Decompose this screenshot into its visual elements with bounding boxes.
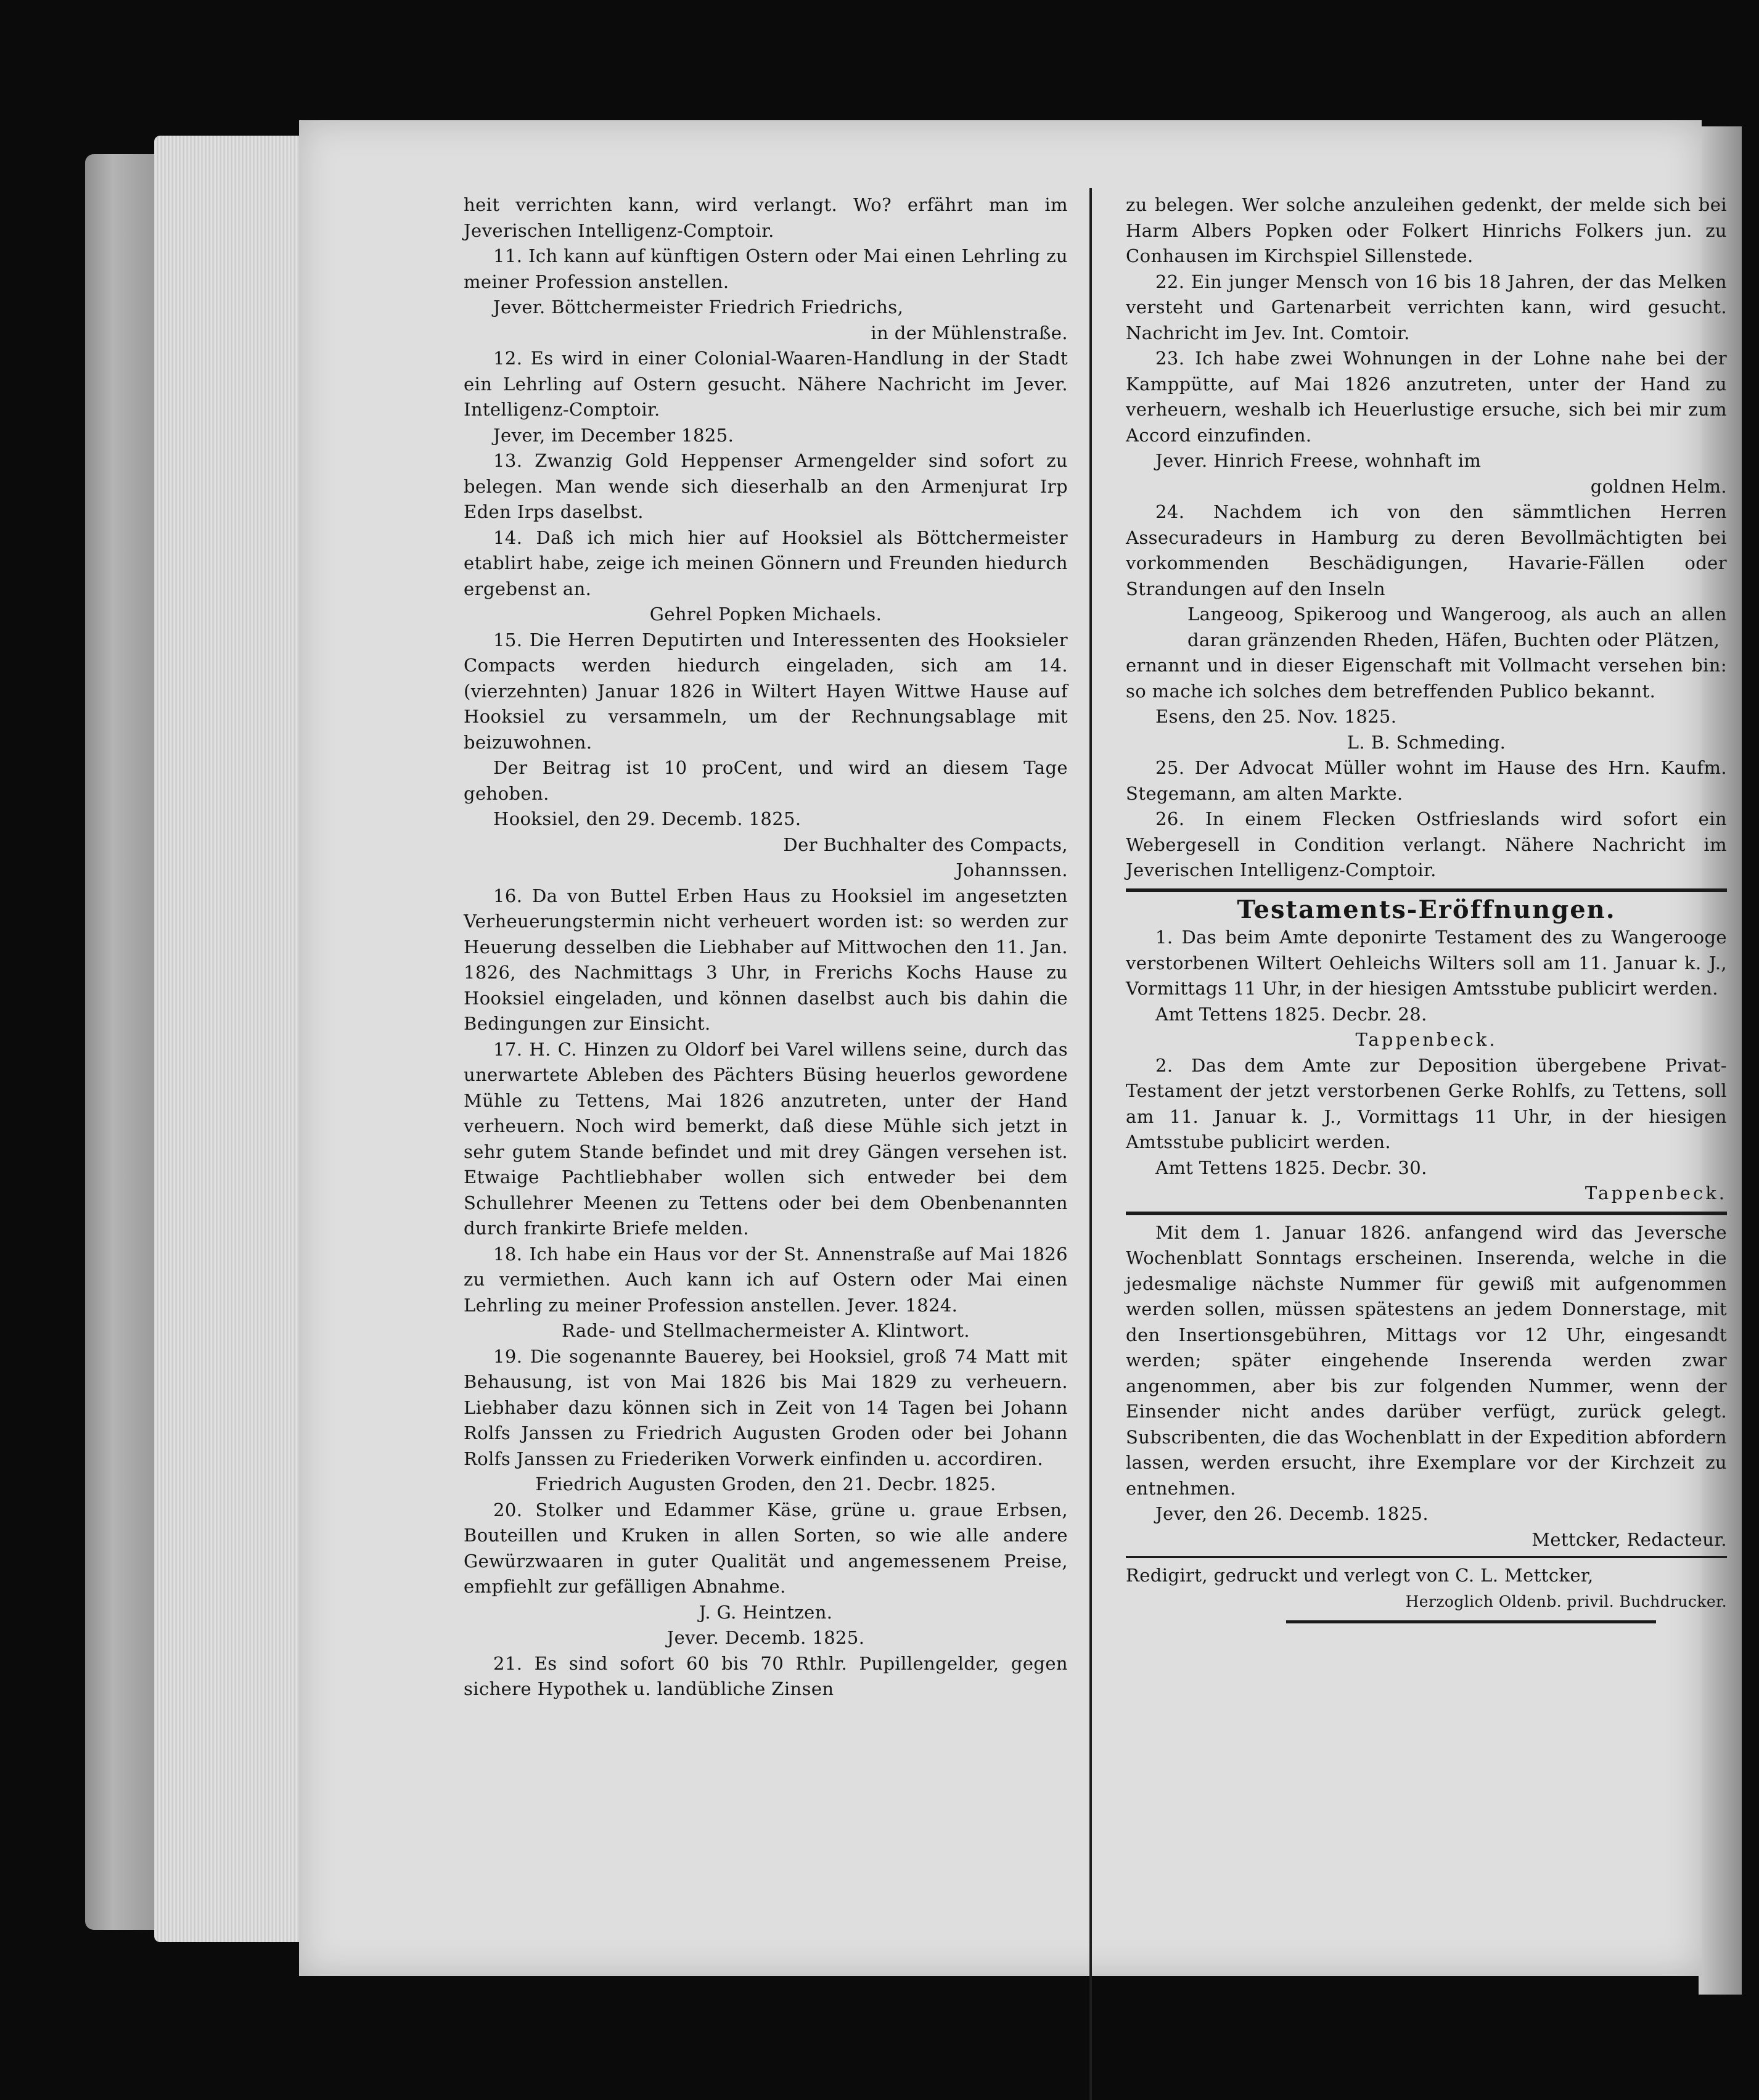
right-column <box>1126 192 1727 1623</box>
notice-22: 22. Ein junger Mensch von 16 bis 18 Jahren, der das Melken versteht und Gartenarbeit verrichten kann, wird gesucht. Nachricht im Jev. Int. Comtoir. <box>1126 271 1727 343</box>
notice-11-signature: Jever. Böttchermeister Friedrich Friedrichs, <box>493 297 904 318</box>
testament-1-signature: Tappenbeck. <box>1355 1029 1498 1050</box>
notice-16: 16. Da von Buttel Erben Haus zu Hooksiel im angesetzten Verheuerungstermin nicht verheuert worden ist: so werden zur Heuerung desselben die Liebhaber auf Mittwochen den 11. Jan. 1826, des Nachmittags 3 Uhr, in Frerichs Kochs Hause zu Hooksiel eingeladen, und können daselbst auch bis dahin die Bedingungen zur Einsicht. <box>464 885 1068 1034</box>
notice-15: 15. Die Herren Deputirten und Interessenten des Hooksieler Compacts werden hiedurch eingeladen, sich am 14. (vierzehnten) Januar 1826 in Wiltert Hayen Wittwe Hause auf Hooksiel zu versammeln, um der Rechnungsablage mit beizuwohnen. <box>464 629 1068 753</box>
notice-25: 25. Der Advocat Müller wohnt im Hause des Hrn. Kaufm. Stegemann, am alten Markte. <box>1126 757 1727 804</box>
notice-18: 18. Ich habe ein Haus vor der St. Annenstraße auf Mai 1826 zu vermiethen. Auch kann ich auf Ostern oder Mai einen Lehrling zu meiner Profession anstellen. Jever. 1824. <box>464 1243 1068 1316</box>
notice-14: 14. Daß ich mich hier auf Hooksiel als Böttchermeister etablirt habe, zeige ich meinen Gönnern und Freunden hiedurch ergebenst an. <box>464 527 1068 599</box>
notice-13: 13. Zwanzig Gold Heppenser Armengelder sind sofort zu belegen. Man wende sich dieserhalb an den Armenjurat Irp Eden Irps daselbst. <box>464 450 1068 522</box>
notice-24-cont: ernannt und in dieser Eigenschaft mit Vollmacht versehen bin: so mache ich solches dem betreffenden Publico bekannt. <box>1126 655 1727 702</box>
notice-23-address: goldnen Helm. <box>1590 475 1727 497</box>
left-column <box>464 192 1068 1702</box>
notice-12: 12. Es wird in einer Colonial-Waaren-Handlung in der Stadt ein Lehrling auf Ostern gesucht. Nähere Nachricht im Jever. Intelligenz-Comptoir. <box>464 348 1068 420</box>
notice-24-date: Esens, den 25. Nov. 1825. <box>1155 706 1397 727</box>
notice-11-address: in der Mühlenstraße. <box>871 322 1068 343</box>
page-stack-edge <box>154 136 302 1942</box>
notice-15-signature-title: Der Buchhalter des Compacts, <box>783 834 1068 855</box>
notice-20: 20. Stolker und Edammer Käse, grüne u. graue Erbsen, Bouteillen und Kruken in allen Sorten, so wie alle andere Gewürzwaaren in guter Qualität und angemessenem Preise, empfiehlt zur gefälligen Abnahme. <box>464 1499 1068 1597</box>
notice-24-islands: Langeoog, Spikeroog und Wangeroog, als auch an allen daran gränzenden Rheden, Häfen, Buchten oder Plätzen, <box>1187 604 1727 650</box>
imprint-line-1: Redigirt, gedruckt und verlegt von C. L. Mettcker, <box>1126 1565 1594 1586</box>
imprint-underline <box>1286 1620 1656 1623</box>
section-rule <box>1126 888 1727 892</box>
notice-24-signature: L. B. Schmeding. <box>1347 731 1506 753</box>
testament-1: 1. Das beim Amte deponirte Testament des zu Wangerooge verstorbenen Wiltert Oehleichs Wilters soll am 11. Januar k. J., Vormittags 11 Uhr, in der hiesigen Amtsstube publicirt werden. <box>1126 927 1727 999</box>
notice-19-date: Friedrich Augusten Groden, den 21. Decbr. 1825. <box>535 1474 996 1495</box>
notice-15-date: Hooksiel, den 29. Decemb. 1825. <box>493 808 802 829</box>
testament-1-date: Amt Tettens 1825. Decbr. 28. <box>1155 1003 1427 1025</box>
testament-2: 2. Das dem Amte zur Deposition übergebene Privat-Testament der jetzt verstorbenen Gerke Rohlfs, zu Tettens, soll am 11. Januar k. J., Vormittags 11 Uhr, in der hiesigen Amtsstube publicirt werden. <box>1126 1054 1727 1152</box>
book-fore-edge <box>85 154 154 1930</box>
notice-14-signature: Gehrel Popken Michaels. <box>649 604 882 625</box>
notice-19: 19. Die sogenannte Bauerey, bei Hooksiel, groß 74 Matt mit Behausung, ist von Mai 1826 bis Mai 1829 zu verheuern. Liebhaber dazu können sich in Zeit von 14 Tagen bei Johann Rolfs Janssen zu Friedrich Augusten Groden oder bei Johann Rolfs Janssen zu Friederiken Vorwerk einfinden u. accordiren. <box>464 1345 1068 1469</box>
notice-24: 24. Nachdem ich von den sämmtlichen Herren Assecuradeurs in Hamburg zu deren Bevollmächtigten bei vorkommenden Beschädigungen, Havarie-Fällen oder Strandungen auf den Inseln <box>1126 501 1727 599</box>
testament-2-signature: Tappenbeck. <box>1585 1183 1727 1204</box>
section-rule-2 <box>1126 1212 1727 1215</box>
notice-17: 17. H. C. Hinzen zu Oldorf bei Varel willens seine, durch das unerwartete Ableben des Pächters Büsing heuerlos gewordene Mühle zu Tettens, Mai 1826 anzutreten, unter der Hand verheuern. Noch wird bemerkt, daß diese Mühle sich jetzt in sehr gutem Stande befindet und mit drey Gängen versehen ist. Etwaige Pachtliebhaber wollen sich entweder bei dem Schullehrer Meenen zu Tettens oder bei dem Obenbenannten durch frankirte Briefe melden. <box>464 1038 1068 1239</box>
notice-26: 26. In einem Flecken Ostfrieslands wird sofort ein Webergesell in Condition verlangt. Nähere Nachricht im Jeverischen Intelligenz-Comptoir. <box>1126 808 1727 880</box>
notice-11: 11. Ich kann auf künftigen Ostern oder Mai einen Lehrling zu meiner Profession anstellen. <box>464 245 1068 292</box>
testaments-heading: Testaments-Eröffnungen. <box>1237 895 1616 924</box>
notice-15-signature: Johannssen. <box>956 859 1068 880</box>
notice-21-end: zu belegen. Wer solche anzuleihen gedenkt, der melde sich bei Harm Albers Popken oder Folkert Hinrichs Folkers jun. zu Conhausen im Kirchspiel Sillenstede. <box>1126 194 1727 266</box>
notice-18-signature: Rade- und Stellmachermeister A. Klintwort. <box>561 1320 970 1341</box>
publication-notice-editor: Mettcker, Redacteur. <box>1531 1528 1727 1550</box>
notice-15-contribution: Der Beitrag ist 10 proCent, und wird an diesem Tage gehoben. <box>464 757 1068 804</box>
notice-23: 23. Ich habe zwei Wohnungen in der Lohne nahe bei der Kamppütte, auf Mai 1826 anzutreten, unter der Hand zu verheuern, weshalb ich Heuerlustige ersuche, sich bei mir zum Accord einzufinden. <box>1126 348 1727 446</box>
publication-notice-date: Jever, den 26. Decemb. 1825. <box>1155 1503 1429 1524</box>
notice-12-date: Jever, im December 1825. <box>493 424 734 446</box>
imprint-rule <box>1126 1556 1727 1558</box>
column-divider <box>1089 188 1092 2100</box>
notice-21: 21. Es sind sofort 60 bis 70 Rthlr. Pupillengelder, gegen sichere Hypothek u. landübliche Zinsen <box>464 1652 1068 1699</box>
notice-23-signature: Jever. Hinrich Freese, wohnhaft im <box>1155 450 1482 471</box>
notice-20-date: Jever. Decemb. 1825. <box>666 1627 865 1648</box>
imprint-line-2: Herzoglich Oldenb. privil. Buchdrucker. <box>1405 1592 1727 1610</box>
notice-20-signature: J. G. Heintzen. <box>699 1601 833 1623</box>
testament-2-date: Amt Tettens 1825. Decbr. 30. <box>1155 1157 1427 1178</box>
notice-10-end: heit verrichten kann, wird verlangt. Wo? erfährt man im Jeverischen Intelligenz-Comptoir. <box>464 194 1068 241</box>
publication-notice: Mit dem 1. Januar 1826. anfangend wird das Jeversche Wochenblatt Sonntags erscheinen. Inserenda, welche in die jedesmalige nächste Nummer für gewiß mit aufgenommen werden sollen, müssen spätestens an jedem Donnerstage, mit den Insertionsgebühren, Mittags vor 12 Uhr, eingesandt werden; später eingehende Inserenda werden zwar angenommen, aber bis zur folgenden Nummer, wenn der Einsender nicht andes darüber verfügt, zurück gelegt. Subscribenten, die das Wochenblatt in der Expedition abfordern lassen, werden ersucht, ihre Exemplare vor der Kirchzeit zu entnehmen. <box>1126 1221 1727 1499</box>
